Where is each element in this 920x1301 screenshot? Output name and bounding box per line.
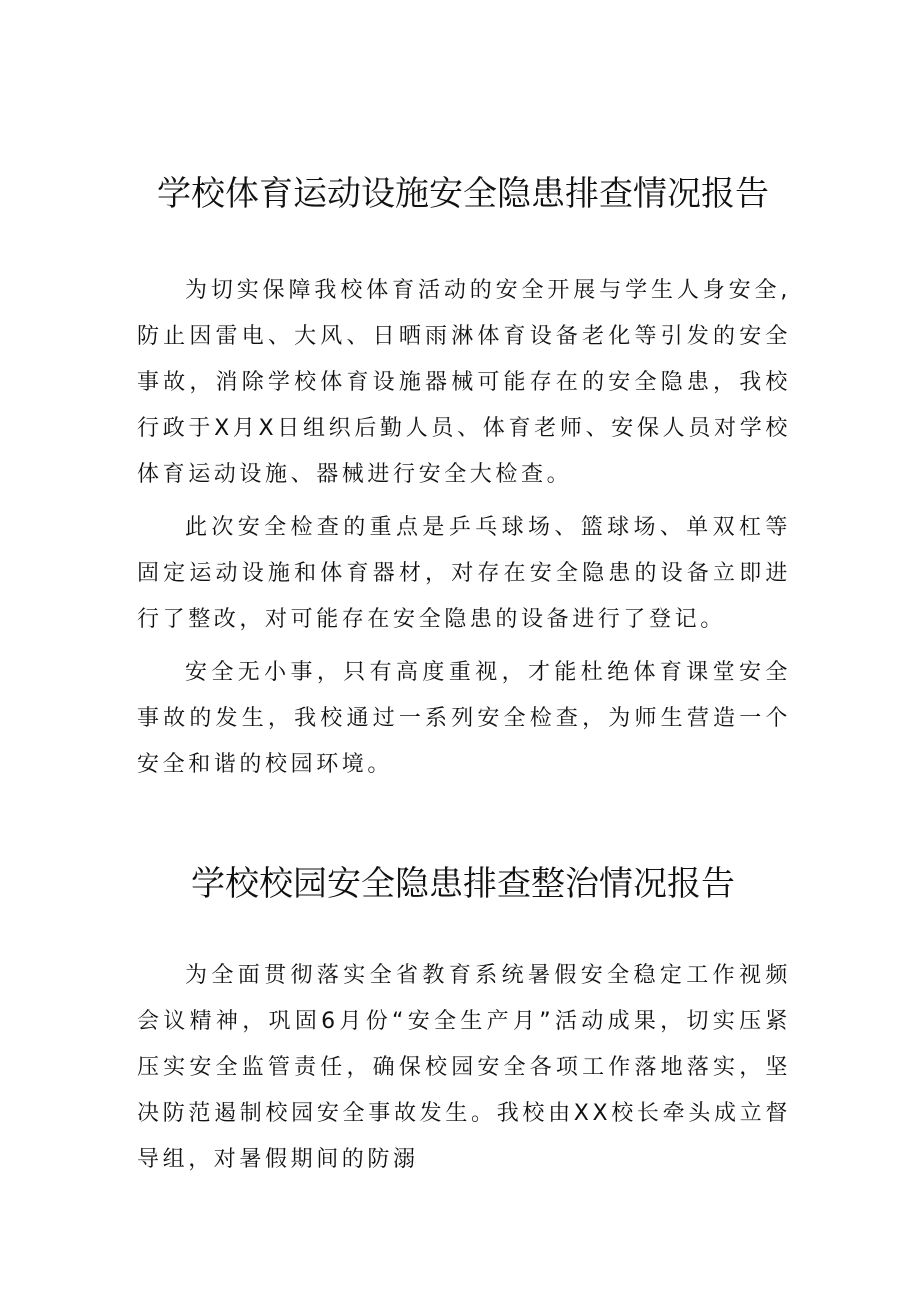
report-2-title: 学校校园安全隐患排查整治情况报告 — [191, 864, 735, 904]
report-1-paragraph-2: 此次安全检查的重点是乒乓球场、篮球场、单双杠等固定运动设施和体育器材，对存在安全隐患的设备立即进行了整改，对可能存在安全隐患的设备进行了登记。 — [137, 515, 791, 632]
report-2-paragraph-1: 为全面贯彻落实全省教育系统暑假安全稳定工作视频会议精神，巩固6月份“安全生产月”活动成果，切实压紧压实安全监管责任，确保校园安全各项工作落地落实，坚决防范遏制校园安全事故发生。我校由XX校长牵头成立督导组，对暑假期间的防溺 — [137, 963, 791, 1172]
report-1-paragraph-1: 为切实保障我校体育活动的安全开展与学生人身安全,防止因雷电、大风、日晒雨淋体育设备老化等引发的安全事故，消除学校体育设施器械可能存在的安全隐患，我校行政于X月X日组织后勤人员、体育老师、安保人员对学校体育运动设施、器械进行安全大检查。 — [137, 278, 791, 487]
report-1-paragraph-3: 安全无小事，只有高度重视，才能杜绝体育课堂安全事故的发生，我校通过一系列安全检查，为师生营造一个安全和谐的校园环境。 — [137, 660, 791, 777]
report-1-title: 学校体育运动设施安全隐患排查情况报告 — [157, 174, 769, 214]
